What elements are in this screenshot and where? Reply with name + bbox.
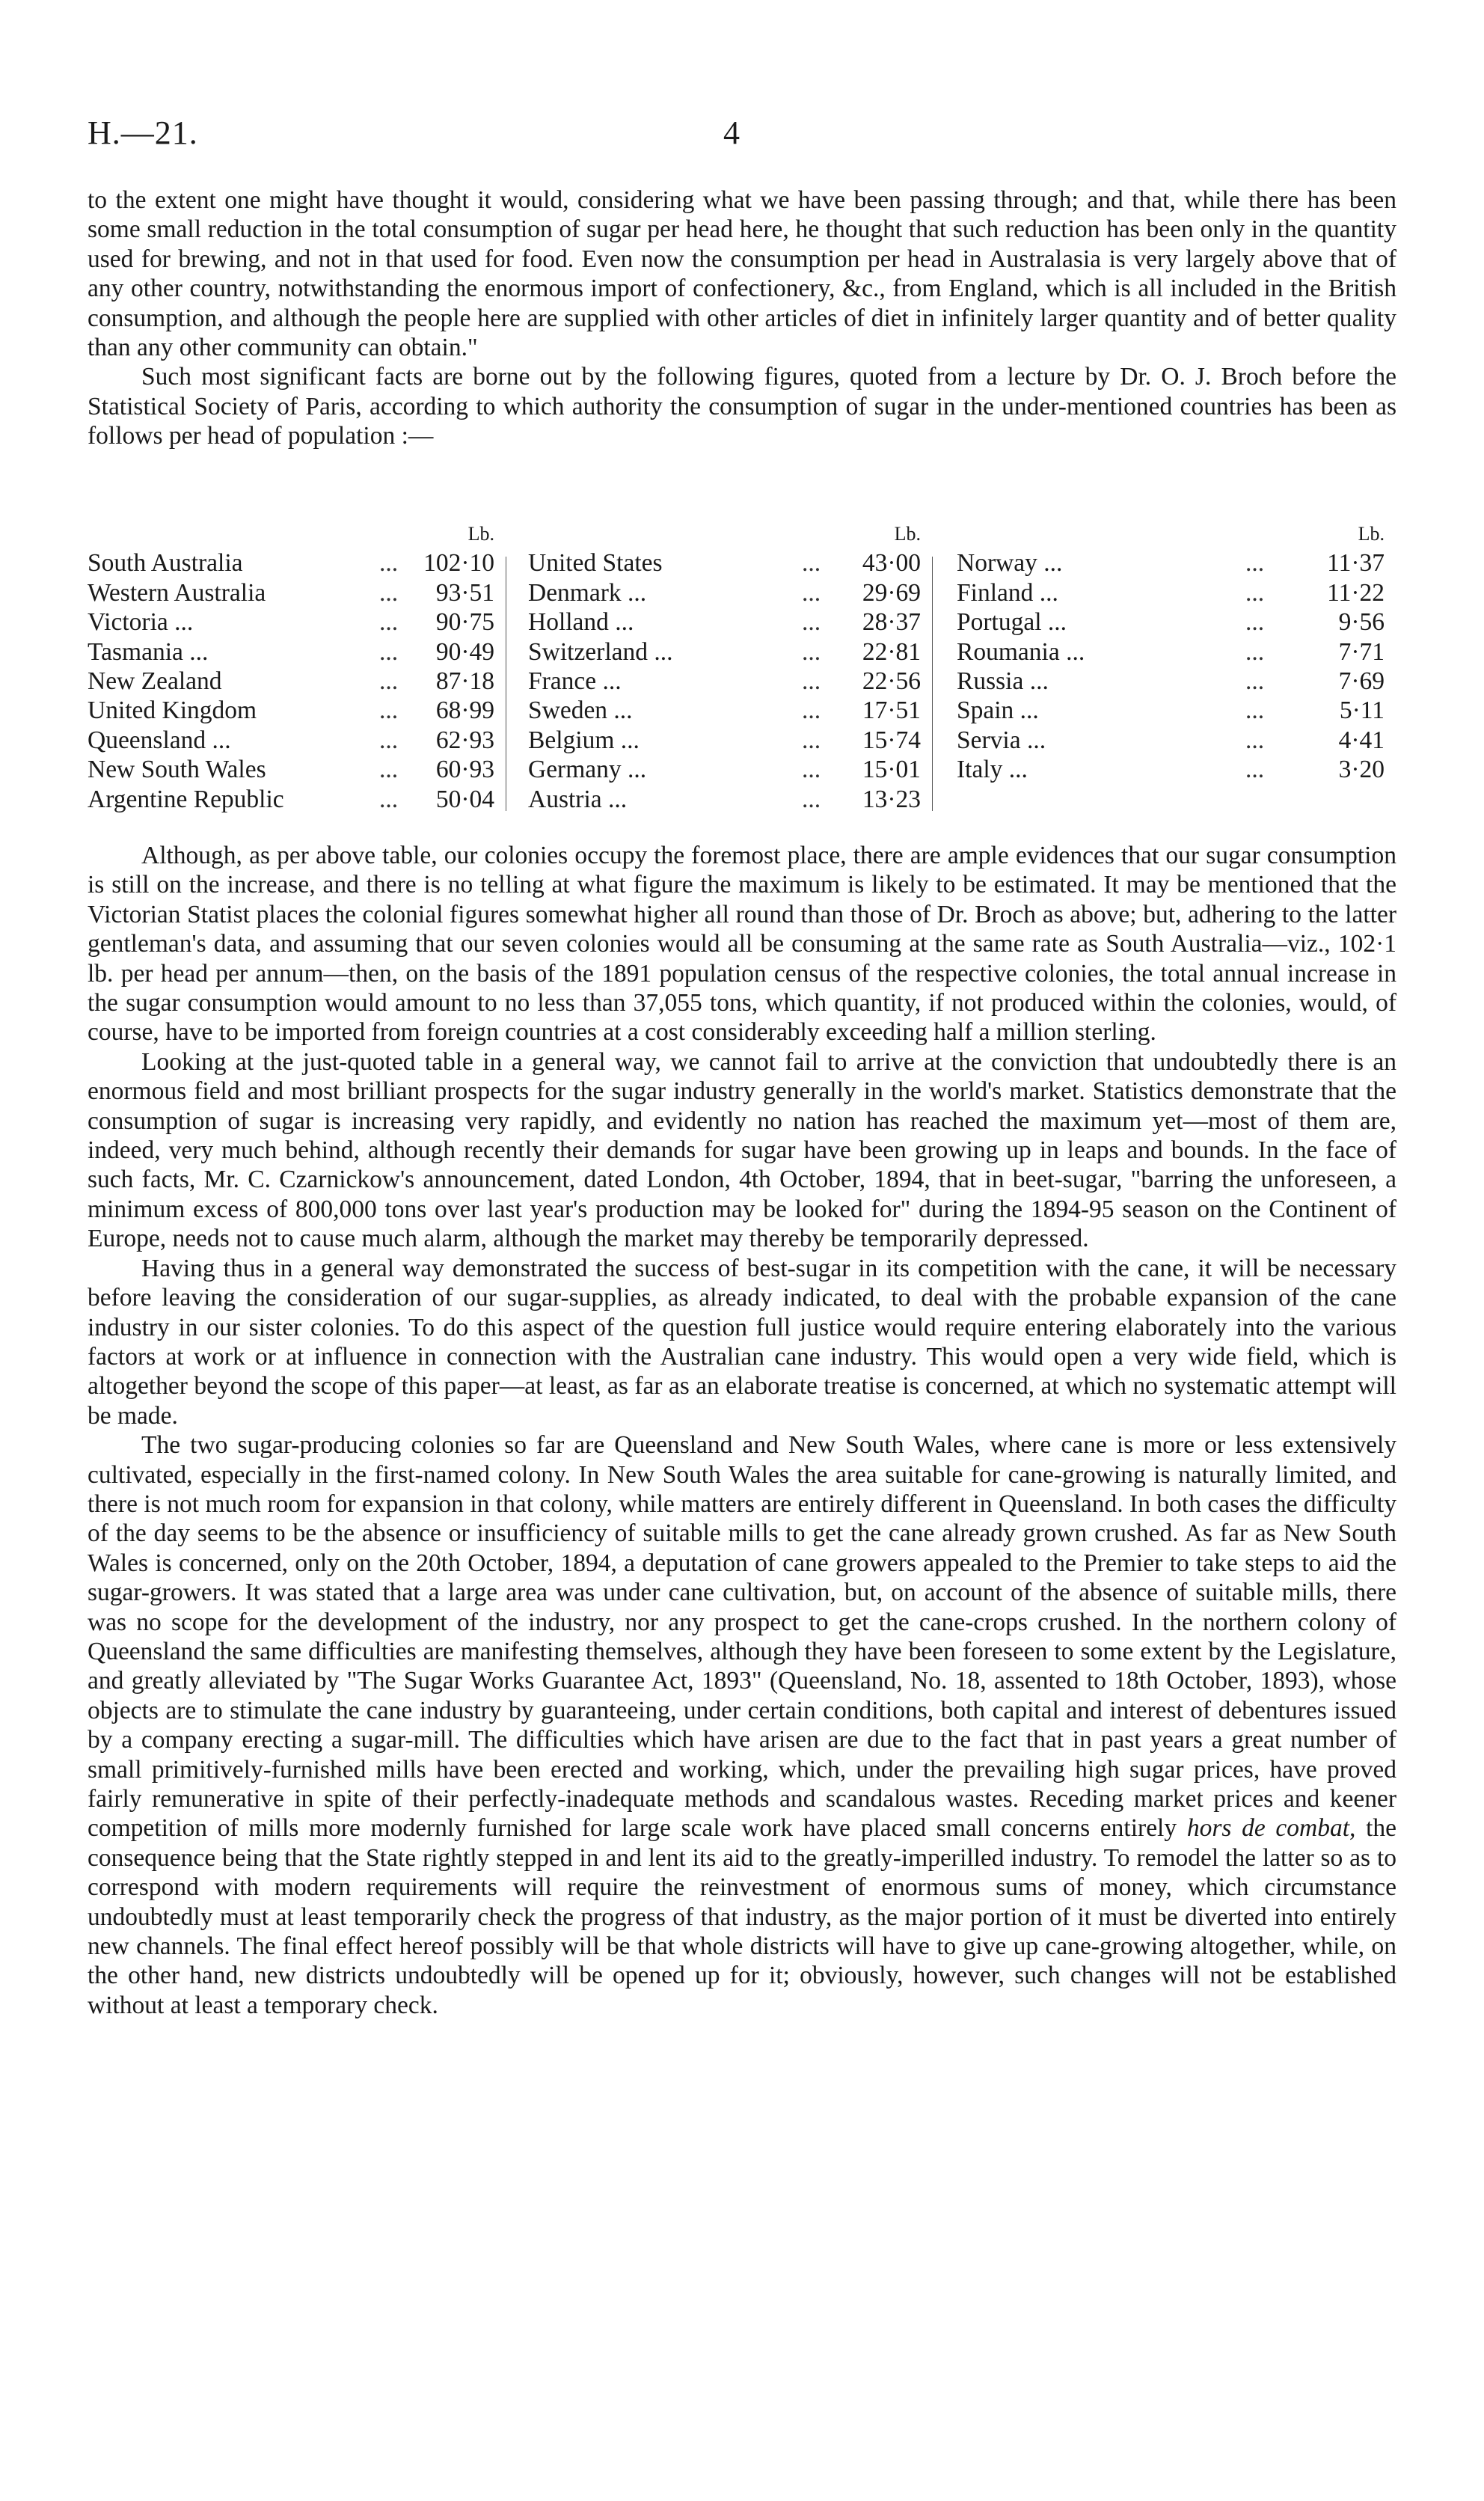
- leader-dots: ...: [802, 637, 821, 666]
- consumption-value: 17·51: [862, 697, 921, 725]
- consumption-value: 7·71: [1338, 637, 1385, 666]
- paragraph: Looking at the just-quoted table in a general way, we cannot fail to arrive at the conviction that undoubtedly there is an enormous field and most brilliant prospects for the sugar industry generally in the world's market. Statistics demonstrate that the consumption of sugar is increasing very rapidly, and evidently no nation has reached the maximum yet—most of them are, indeed, very much behind, although recently their demands for sugar have been growing up in leaps and bounds. In the face of such facts, Mr. C. Czarnickow's announcement, dated London, 4th October, 1894, that in beet-sugar, "barring the unforeseen, a minimum excess of 800,000 tons over last year's production may be looked for" during the 1894-95 season on the Continent of Europe, needs not to cause much alarm, although the market may thereby be temporarily depressed.: [88, 1047, 1396, 1253]
- consumption-value: 22·56: [862, 667, 921, 695]
- document-reference: H.—21.: [88, 114, 198, 151]
- consumption-value: 62·93: [435, 726, 494, 754]
- country-name: Switzerland ...: [528, 637, 673, 666]
- consumption-value: 93·51: [435, 578, 494, 607]
- consumption-value: 11·22: [1327, 578, 1385, 607]
- consumption-value: 43·00: [862, 549, 921, 578]
- leader-dots: ...: [379, 549, 399, 578]
- leader-dots: ...: [802, 608, 821, 637]
- table-column: [518, 519, 933, 814]
- country-name: Argentine Republic: [88, 785, 284, 813]
- paragraph: [88, 1430, 1396, 2020]
- table-row: [518, 785, 933, 814]
- leader-dots: ...: [802, 756, 821, 784]
- leader-dots: ...: [379, 756, 399, 784]
- leader-dots: ...: [1245, 697, 1265, 725]
- paragraph: Having thus in a general way demonstrated the success of best-sugar in its competition with the cane, it will be necessary before leaving the consideration of our sugar-supplies, as already indicated, to deal with the probable expansion of the cane industry in our sister colonies. To do this aspect of the question full justice would require entering elaborately into the various factors at work or at influence in connection with the Australian cane industry. This would open a very wide field, which is altogether beyond the scope of this paper—at least, as far as an elaborate treatise is concerned, at which no systematic attempt will be made.: [88, 1254, 1396, 1430]
- body-text-bottom: [88, 841, 1396, 2020]
- leader-dots: ...: [802, 549, 821, 578]
- country-name: United Kingdom: [88, 697, 257, 725]
- unit-header: Lb.: [467, 523, 494, 545]
- consumption-value: 15·74: [862, 726, 921, 754]
- table-row: [88, 607, 506, 637]
- country-name: Russia ...: [957, 667, 1049, 695]
- table-row: [946, 667, 1396, 696]
- leader-dots: ...: [1245, 549, 1265, 578]
- table-row: [88, 755, 506, 784]
- country-name: Tasmania ...: [88, 637, 209, 666]
- leader-dots: ...: [379, 726, 399, 754]
- country-name: Queensland ...: [88, 726, 231, 754]
- consumption-value: 87·18: [435, 667, 494, 695]
- table-row: [88, 667, 506, 696]
- leader-dots: ...: [802, 578, 821, 607]
- country-name: New Zealand: [88, 667, 222, 695]
- table-row: [88, 578, 506, 607]
- leader-dots: ...: [1245, 578, 1265, 607]
- leader-dots: ...: [379, 578, 399, 607]
- consumption-value: 102·10: [423, 549, 494, 578]
- country-name: Portugal ...: [957, 608, 1067, 637]
- country-name: Denmark ...: [528, 578, 647, 607]
- table-row: [88, 696, 506, 725]
- consumption-value: 22·81: [862, 637, 921, 666]
- text-run: the consequence being that the State rightly stepped in and lent its aid to the greatly-imperilled industry. To remodel the latter so as to correspond with modern requirements will require the reinvestment of enormous sums of money, which circumstance undoubtedly must at least temporarily check the progress of that industry, as the major portion of it must be diverted into entirely new channels. The final effect hereof possibly will be that whole districts will have to give up cane-growing altogether, while, on the other hand, new districts undoubtedly will be opened up for it; obviously, however, such changes will not be established without at least a temporary check.: [88, 1814, 1396, 2019]
- country-name: United States: [528, 549, 663, 578]
- table-row: [946, 696, 1396, 725]
- consumption-value: 29·69: [862, 578, 921, 607]
- leader-dots: ...: [802, 667, 821, 695]
- paragraph: Although, as per above table, our colonies occupy the foremost place, there are ample evidences that our sugar consumption is still on the increase, and there is no telling at what figure the maximum is likely to be estimated. It may be mentioned that the Victorian Statist places the colonial figures somewhat higher all round than those of Dr. Broch as above; but, adhering to the latter gentleman's data, and assuming that our seven colonies would all be consuming at the same rate as South Australia—viz., 102·1 lb. per head per annum—then, on the basis of the 1891 population census of the respective colonies, the total annual increase in the sugar consumption would amount to no less than 37,055 tons, which quantity, if not produced within the colonies, would, of course, have to be imported from foreign countries at a cost considerably exceeding half a million sterling.: [88, 842, 1396, 1047]
- consumption-value: 13·23: [862, 785, 921, 813]
- consumption-value: 28·37: [862, 608, 921, 637]
- leader-dots: ...: [1245, 608, 1265, 637]
- table-column: [946, 519, 1396, 785]
- country-name: Italy ...: [957, 756, 1028, 784]
- sugar-consumption-table: [88, 519, 1396, 833]
- leader-dots: ...: [1245, 637, 1265, 666]
- table-row: [518, 755, 933, 784]
- leader-dots: ...: [379, 608, 399, 637]
- leader-dots: ...: [1245, 726, 1265, 754]
- leader-dots: ...: [379, 637, 399, 666]
- country-name: South Australia: [88, 549, 243, 578]
- table-row: [946, 548, 1396, 578]
- country-name: Austria ...: [528, 785, 628, 813]
- country-name: New South Wales: [88, 756, 266, 784]
- table-row: [946, 755, 1396, 784]
- country-name: Finland ...: [957, 578, 1058, 607]
- table-row: [518, 578, 933, 607]
- table-row: [946, 578, 1396, 607]
- consumption-value: 11·37: [1327, 549, 1385, 578]
- unit-header: Lb.: [894, 523, 921, 545]
- italic-phrase: hors de combat,: [1186, 1814, 1356, 1843]
- table-row: [518, 637, 933, 667]
- country-name: Spain ...: [957, 697, 1039, 725]
- country-name: Germany ...: [528, 756, 647, 784]
- table-row: [946, 637, 1396, 667]
- consumption-value: 68·99: [435, 697, 494, 725]
- text-run: The two sugar-producing colonies so far are Queensland and New South Wales, where cane is more or less extensively cultivated, especially in the first-named colony. In New South Wales the area suitable for cane-growing is naturally limited, and there is not much room for expansion in that colony, while matters are entirely different in Queensland. In both cases the difficulty of the day seems to be the absence or insufficiency of suitable mills to get the cane already grown crushed. As far as New South Wales is concerned, only on the 20th October, 1894, a deputation of cane growers appealed to the Premier to take steps to aid the sugar-growers. It was stated that a large area was under cane cultivation, but, on account of the absence of suitable mills, there was no scope for the development of the industry, nor any prospect to get the cane-crops crushed. In the northern colony of Queensland the same difficulties are manifesting themselves, although they have been foreseen to some extent by the Legislature, and greatly alleviated by "The Sugar Works Guarantee Act, 1893" (Queensland, No. 18, assented to 18th October, 1893), whose objects are to stimulate the cane industry by guaranteeing, under certain conditions, both capital and interest of debentures issued by a company erecting a sugar-mill. The difficulties which have arisen are due to the fact that in past years a great number of small primitively-furnished mills have been erected and working, which, under the prevailing high sugar prices, have proved fairly remunerative in spite of their perfectly-inadequate methods and scandalous wastes. Receding market prices and keener competition of mills more modernly furnished for large scale work have placed small concerns entirely: [88, 1431, 1396, 1843]
- paragraph: Such most significant facts are borne out by the following figures, quoted from a lecture by Dr. O. J. Broch before the Statistical Society of Paris, according to which authority the consumption of sugar in the under-mentioned countries has been as follows per head of population :—: [88, 363, 1396, 450]
- leader-dots: ...: [802, 726, 821, 754]
- country-name: Servia ...: [957, 726, 1046, 754]
- country-name: Roumania ...: [957, 637, 1085, 666]
- table-row: [946, 726, 1396, 755]
- consumption-value: 90·49: [435, 637, 494, 666]
- consumption-value: 60·93: [435, 756, 494, 784]
- consumption-value: 90·75: [435, 608, 494, 637]
- table-column: [88, 519, 506, 814]
- page-number: 4: [723, 114, 740, 151]
- leader-dots: ...: [379, 697, 399, 725]
- leader-dots: ...: [1245, 756, 1265, 784]
- table-row: [88, 726, 506, 755]
- leader-dots: ...: [379, 667, 399, 695]
- page-header: [88, 114, 1396, 159]
- consumption-value: 50·04: [435, 785, 494, 813]
- country-name: Western Australia: [88, 578, 266, 607]
- table-row: [518, 548, 933, 578]
- consumption-value: 4·41: [1338, 726, 1385, 754]
- consumption-value: 7·69: [1338, 667, 1385, 695]
- body-text-top: [88, 186, 1396, 451]
- table-row: [88, 548, 506, 578]
- paragraph: to the extent one might have thought it would, considering what we have been passing through; and that, while there has been some small reduction in the total consumption of sugar per head here, he thought that such reduction has been only in the quantity used for brewing, and not in that used for food. Even now the consumption per head in Australasia is very largely above that of any other country, notwithstanding the enormous import of confectionery, &c., from England, which is all included in the British consumption, and although the people here are supplied with other articles of diet in infinitely larger quantity and of better quality than any other community can obtain.": [88, 186, 1396, 362]
- consumption-value: 15·01: [862, 756, 921, 784]
- table-row: [518, 696, 933, 725]
- consumption-value: 9·56: [1338, 608, 1385, 637]
- country-name: Victoria ...: [88, 608, 194, 637]
- country-name: Sweden ...: [528, 697, 633, 725]
- leader-dots: ...: [802, 697, 821, 725]
- table-row: [88, 637, 506, 667]
- leader-dots: ...: [1245, 667, 1265, 695]
- country-name: Holland ...: [528, 608, 634, 637]
- table-row: [518, 607, 933, 637]
- table-row: [88, 785, 506, 814]
- consumption-value: 3·20: [1338, 756, 1385, 784]
- consumption-value: 5·11: [1339, 697, 1385, 725]
- country-name: Norway ...: [957, 549, 1063, 578]
- leader-dots: ...: [802, 785, 821, 813]
- unit-header: Lb.: [1358, 523, 1385, 545]
- country-name: France ...: [528, 667, 622, 695]
- table-row: [946, 607, 1396, 637]
- table-row: [518, 667, 933, 696]
- table-row: [518, 726, 933, 755]
- country-name: Belgium ...: [528, 726, 640, 754]
- leader-dots: ...: [379, 785, 399, 813]
